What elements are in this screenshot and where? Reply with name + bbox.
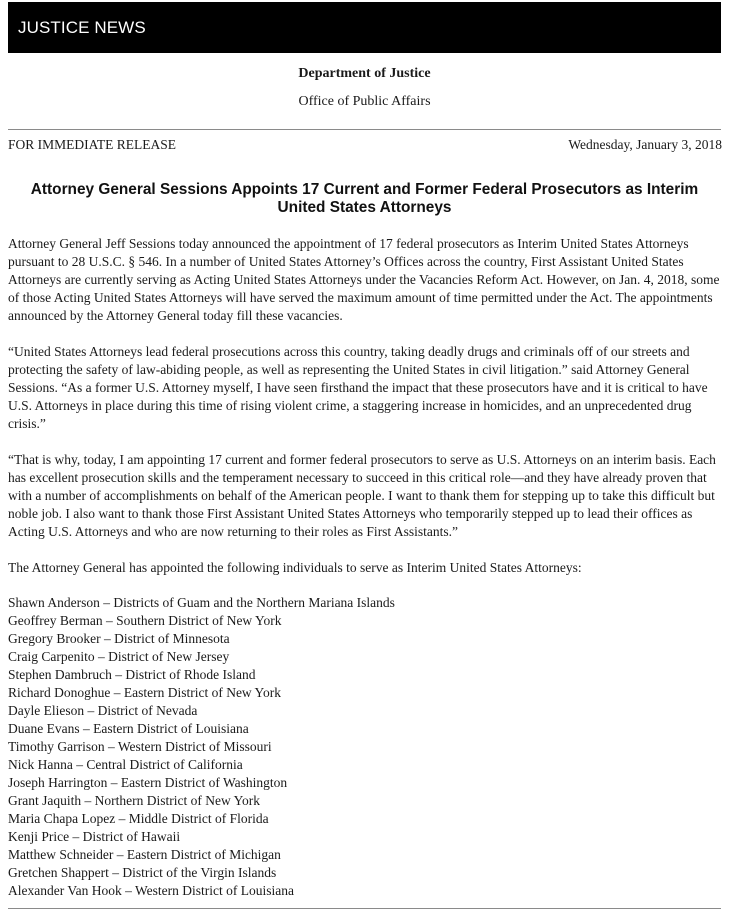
office-name: Office of Public Affairs (298, 94, 431, 109)
list-item: Joseph Harrington – Eastern District of Washington (8, 775, 288, 790)
list-item: Richard Donoghue – Eastern District of New York (8, 685, 281, 700)
appointee-list (8, 594, 724, 900)
article-headline: Attorney General Sessions Appoints 17 Current and Former Federal Prosecutors as Interim United States Attorneys (30, 181, 699, 216)
list-item: Timothy Garrison – Western District of Missouri (8, 739, 272, 754)
paragraph-intro: Attorney General Jeff Sessions today announced the appointment of 17 federal prosecutors as Interim United States Attorneys pursuant to 28 U.S.C. § 546. In a number of United States Attorney’s Offices across the country, First Assistant United States Attorneys are currently serving as Acting United States Attorneys under the Vacancies Reform Act. However, on Jan. 4, 2018, some of those Acting United States Attorneys will have served the maximum amount of time permitted under the Act. The appointments announced by the Attorney General today fill these vacancies. (8, 236, 720, 323)
release-date: Wednesday, January 3, 2018 (568, 137, 722, 152)
top-divider (8, 129, 721, 130)
release-label: FOR IMMEDIATE RELEASE (8, 137, 176, 152)
list-item: Maria Chapa Lopez – Middle District of Florida (8, 811, 269, 826)
paragraph-quote-2: “That is why, today, I am appointing 17 current and former federal prosecutors to serve as U.S. Attorneys on an interim basis. Each has excellent prosecution skills and the temperament necessary to succeed in this critical role—and they have already proven that with a number of accomplishments on behalf of the American people. I want to thank them for stepping up to take this difficult but noble job. I also want to thank those First Assistant United States Attorneys who temporarily stepped up to lead their offices as Acting U.S. Attorneys and who are now returning to their roles as First Assistants.” (8, 452, 716, 539)
list-item: Stephen Dambruch – District of Rhode Island (8, 667, 256, 682)
list-item: Craig Carpenito – District of New Jersey (8, 649, 230, 664)
list-item: Alexander Van Hook – Western District of Louisiana (8, 883, 294, 898)
list-item: Gretchen Shappert – District of the Virgin Islands (8, 865, 277, 880)
paragraph-list-intro: The Attorney General has appointed the following individuals to serve as Interim United States Attorneys: (8, 560, 582, 575)
list-item: Matthew Schneider – Eastern District of Michigan (8, 847, 281, 862)
department-name: Department of Justice (298, 66, 431, 81)
list-item: Kenji Price – District of Hawaii (8, 829, 181, 844)
list-item: Gregory Brooker – District of Minnesota (8, 631, 230, 646)
paragraph-quote-1: “United States Attorneys lead federal prosecutions across this country, taking deadly drugs and criminals off of our streets and protecting the safety of law-abiding people, as well as representing the United States in civil litigation.” said Attorney General Sessions. “As a former U.S. Attorney myself, I have seen firsthand the impact that these prosecutors have and it is critical to have U.S. Attorneys in place during this time of rising violent crime, a staggering increase in homicides, and an unprecedented drug crisis.” (8, 344, 708, 431)
list-item: Geoffrey Berman – Southern District of New York (8, 613, 282, 628)
bottom-divider (8, 908, 721, 909)
release-row (8, 137, 722, 153)
list-item: Duane Evans – Eastern District of Louisiana (8, 721, 249, 736)
list-item: Nick Hanna – Central District of California (8, 757, 243, 772)
justice-news-banner (8, 2, 721, 53)
list-item: Dayle Elieson – District of Nevada (8, 703, 198, 718)
banner-title: JUSTICE NEWS (18, 18, 146, 37)
list-item: Grant Jaquith – Northern District of New York (8, 793, 260, 808)
list-item: Shawn Anderson – Districts of Guam and the Northern Mariana Islands (8, 595, 395, 610)
